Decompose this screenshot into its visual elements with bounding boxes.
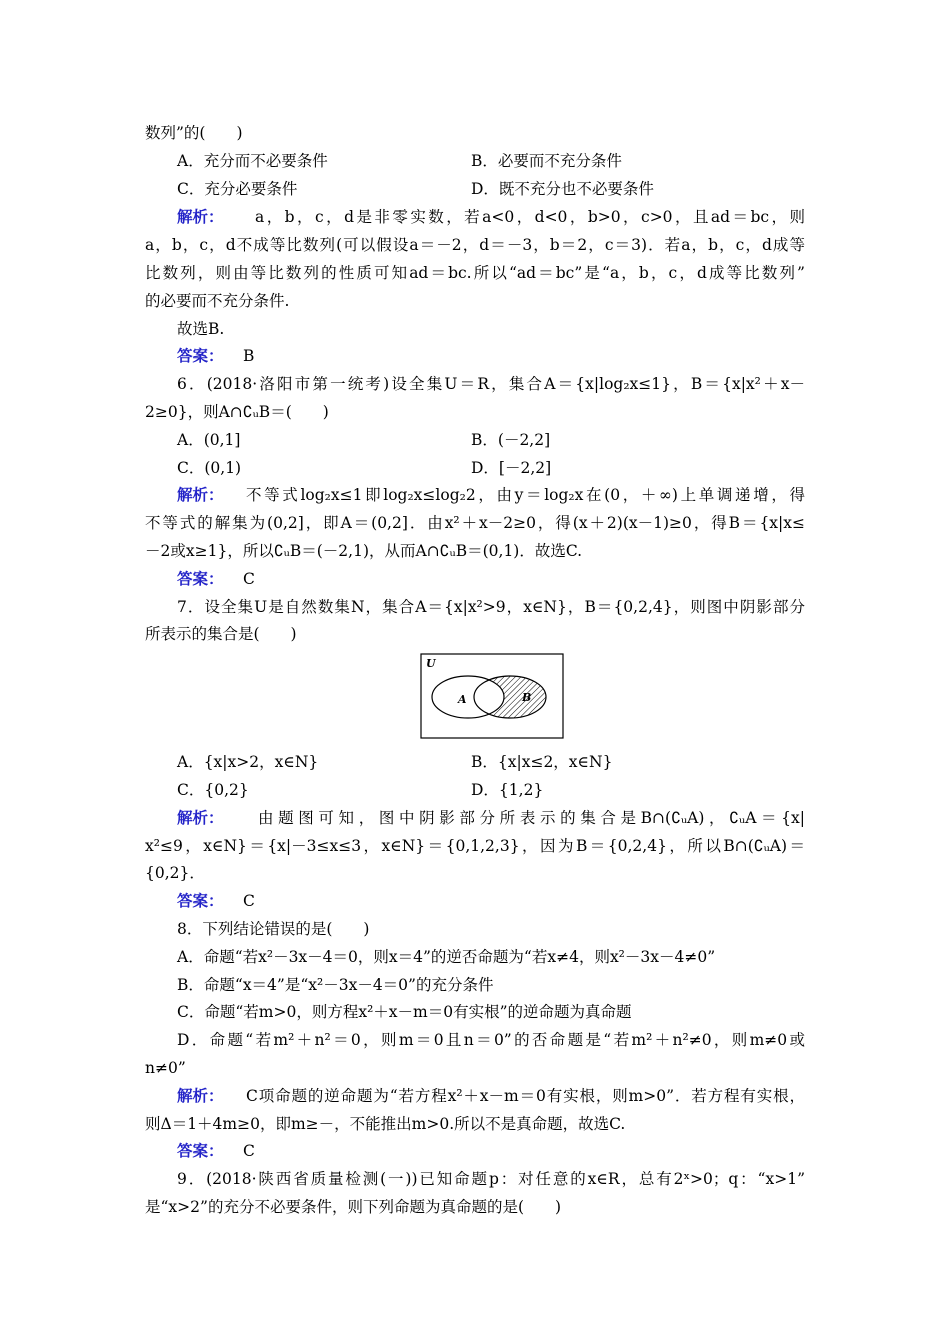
q7-option-c: C．{0,2} — [177, 781, 249, 799]
q8-analysis-label: 解析： — [177, 1086, 224, 1105]
q6-option-c: C．(0,1) — [177, 459, 242, 477]
q5-answer-label: 答案： — [177, 346, 224, 365]
q9-stem: 9．(2018·陕西省质量检测(一))已知命题p：对任意的x∈R，总有2ˣ>0；q：“x>1” — [177, 1170, 805, 1188]
q6-stem: 6．(2018·洛阳市第一统考)设全集U＝R，集合A＝{x|log₂x≤1}，B＝{x|x²＋x－ — [177, 375, 805, 393]
q8-option-c: C．命题“若m>0，则方程x²＋x－m＝0有实根”的逆命题为真命题 — [177, 1003, 632, 1021]
q5-analysis-line: a，b，c，d是非零实数，若a<0，d<0，b>0，c>0，且ad＝bc，则 — [255, 208, 805, 226]
q6-analysis-line: 不等式的解集为(0,2]，即A＝(0,2]．由x²＋x－2≥0，得(x＋2)(x－1)≥0，得B＝{x|x≤ — [145, 514, 805, 532]
q8-analysis-line: 则Δ＝1＋4m≥0，即m≥－，不能推出m>0.所以不是真命题，故选C. — [145, 1115, 626, 1133]
q7-option-d: D．{1,2} — [471, 781, 544, 799]
q6-analysis-line: －2或x≥1}，所以∁ᵤB＝(－2,1)，从而A∩∁ᵤB＝(0,1)．故选C. — [145, 542, 583, 560]
q8-option-b: B．命题“x＝4”是“x²－3x－4＝0”的充分条件 — [177, 976, 494, 994]
q7-analysis-line: {0,2}． — [145, 864, 205, 882]
q9-stem: 是“x>2”的充分不必要条件，则下列命题为真命题的是( ) — [145, 1198, 562, 1216]
q5-option-b: B．必要而不充分条件 — [471, 152, 622, 170]
venn-label-b: B — [522, 691, 532, 704]
q6-stem: 2≥0}，则A∩∁ᵤB＝( ) — [145, 403, 329, 421]
q8-stem: 8．下列结论错误的是( ) — [177, 920, 370, 938]
q5-option-a: A．充分而不必要条件 — [177, 152, 328, 170]
q7-answer: C — [243, 892, 255, 910]
q7-analysis-line: x²≤9，x∈N}＝{x|－3≤x≤3，x∈N}＝{0,1,2,3}，因为B＝{0,2,4}，所以B∩(∁ᵤA)＝ — [145, 837, 805, 855]
q8-option-d: n≠0” — [145, 1059, 186, 1077]
q5-analysis-line: a，b，c，d不成等比数列(可以假设a＝－2，d＝－3，b＝2，c＝3)．若a，b，c，d成等 — [145, 236, 805, 254]
q5-conclusion: 故选B. — [177, 320, 225, 338]
q8-answer-label: 答案： — [177, 1141, 224, 1160]
q5-analysis-line: 比数列，则由等比数列的性质可知ad＝bc.所以“ad＝bc”是“a，b，c，d成等比数列” — [145, 264, 805, 282]
q5-analysis-label: 解析： — [177, 207, 224, 226]
q6-option-d: D．[－2,2] — [471, 459, 552, 477]
q6-answer-label: 答案： — [177, 569, 224, 588]
q7-option-b: B．{x|x≤2，x∈N} — [471, 753, 613, 771]
q5-analysis-line: 的必要而不充分条件. — [145, 292, 290, 310]
venn-diagram — [420, 653, 564, 739]
venn-label-u: U — [426, 657, 436, 670]
q6-analysis-line: 不等式log₂x≤1即log₂x≤log₂2，由y＝log₂x在(0，＋∞)上单调递增，得 — [246, 486, 805, 504]
q8-option-a: A．命题“若x²－3x－4＝0，则x＝4”的逆否命题为“若x≠4，则x²－3x－4≠0” — [177, 948, 716, 966]
q8-option-d: D．命题“若m²＋n²＝0，则m＝0且n＝0”的否命题是“若m²＋n²≠0，则m≠0或 — [177, 1031, 805, 1049]
q5-option-d: D．既不充分也不必要条件 — [471, 180, 654, 198]
q5-option-c: C．充分必要条件 — [177, 180, 298, 198]
q7-analysis-line: 由题图可知，图中阴影部分所表示的集合是B∩(∁ᵤA)，∁ᵤA＝{x| — [258, 809, 805, 827]
q6-analysis-label: 解析： — [177, 485, 224, 504]
q7-analysis-label: 解析： — [177, 808, 224, 827]
q7-stem: 7．设全集U是自然数集N，集合A＝{x|x²>9，x∈N}，B＝{0,2,4}，则图中阴影部分 — [177, 598, 805, 616]
venn-label-a: A — [458, 693, 467, 706]
q8-answer: C — [243, 1142, 255, 1160]
q5-answer: B — [243, 347, 255, 365]
q6-answer: C — [243, 570, 255, 588]
q7-stem: 所表示的集合是( ) — [145, 625, 297, 643]
q5-stem-tail: 数列”的( ) — [145, 124, 243, 142]
q6-option-b: B．(－2,2] — [471, 431, 551, 449]
q7-option-a: A．{x|x>2，x∈N} — [177, 753, 319, 771]
q8-analysis-line: C项命题的逆命题为“若方程x²＋x－m＝0有实根，则m>0”．若方程有实根， — [246, 1087, 805, 1105]
q7-answer-label: 答案： — [177, 891, 224, 910]
q6-option-a: A．(0,1] — [177, 431, 241, 449]
